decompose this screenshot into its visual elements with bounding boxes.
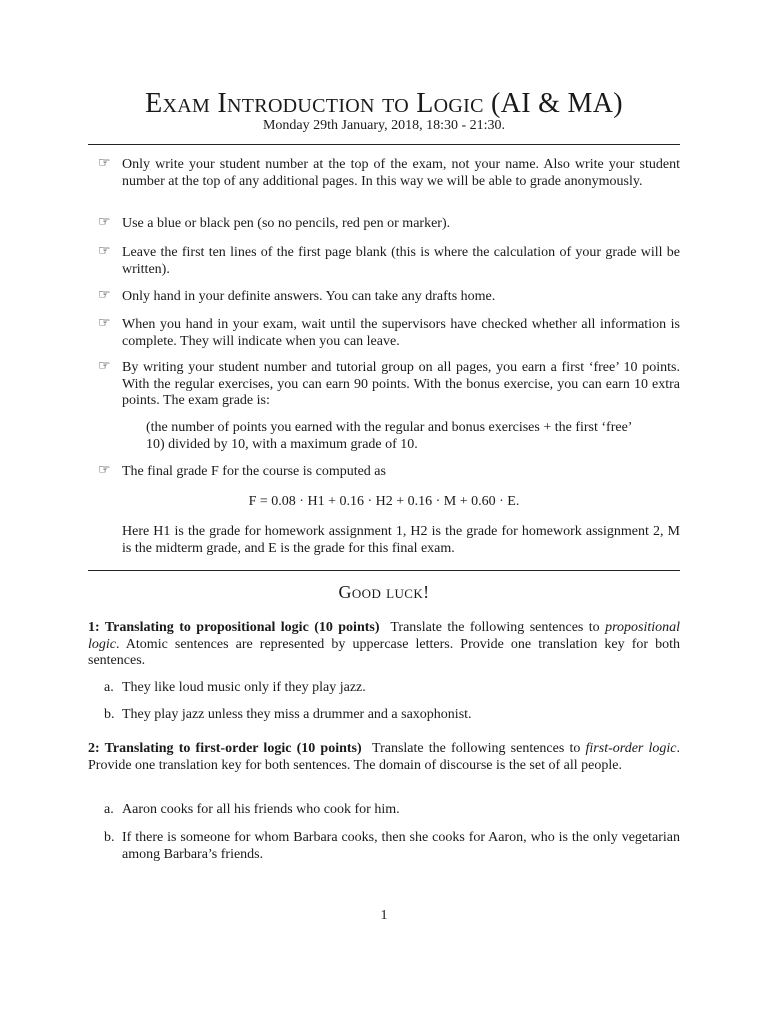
question-intro: Translate the following sentences to bbox=[390, 620, 606, 635]
question-1 bbox=[88, 620, 680, 670]
item-text: They play jazz unless they miss a drummer and a saxophonist. bbox=[122, 707, 472, 722]
pointing-hand-icon: ☞ bbox=[98, 462, 111, 478]
pointing-hand-icon: ☞ bbox=[98, 315, 111, 331]
final-grade-formula: F = 0.08 · H1 + 0.16 · H2 + 0.16 · M + 0.60 · E. bbox=[248, 494, 520, 509]
question-2 bbox=[88, 741, 680, 774]
good-luck-heading: Good luck! bbox=[338, 582, 430, 602]
item-label: b. bbox=[104, 707, 115, 722]
instruction-text: Only hand in your definite answers. You can take any drafts home. bbox=[122, 289, 496, 304]
instruction-text: By writing your student number and tutorial group on all pages, you earn a first ‘free’ 10 points. With the regular exercises, you can earn 90 points. With the bonus exercise, you can earn 10 extra points. The exam grade is: bbox=[122, 360, 680, 408]
page-title: Exam Introduction to Logic (AI & MA) bbox=[145, 88, 623, 119]
question-intro: Translate the following sentences to bbox=[372, 741, 586, 756]
question-intro-rest: . Provide one translation key for both sentences. The domain of discourse is the set of all people. bbox=[88, 741, 681, 773]
instruction-text: The final grade F for the course is computed as bbox=[122, 464, 386, 479]
pointing-hand-icon: ☞ bbox=[98, 243, 111, 259]
pointing-hand-icon: ☞ bbox=[98, 358, 111, 374]
instruction-text: Leave the first ten lines of the first page blank (this is where the calculation of your grade will be written). bbox=[122, 245, 680, 277]
item-text: They like loud music only if they play jazz. bbox=[122, 680, 366, 695]
question-heading: 2: Translating to first-order logic (10 points) bbox=[88, 741, 362, 756]
question-intro-emphasis: first-order logic bbox=[585, 741, 677, 756]
item-text: If there is someone for whom Barbara cooks, then she cooks for Aaron, who is the only vegetarian among Barbara’s friends. bbox=[122, 830, 680, 862]
instruction-text: Only write your student number at the top of the exam, not your name. Also write your student number at the top of any additional pages. In this way we will be able to grade anonymously. bbox=[122, 157, 680, 189]
item-label: a. bbox=[104, 680, 114, 695]
item-label: b. bbox=[104, 830, 115, 845]
question-intro-emphasis: propositional logic bbox=[88, 620, 681, 652]
pointing-hand-icon: ☞ bbox=[98, 287, 111, 303]
question-intro-rest: . Atomic sentences are represented by uppercase letters. Provide one translation key for both sentences. bbox=[88, 636, 680, 668]
page-number: 1 bbox=[380, 908, 388, 923]
exam-date-time: Monday 29th January, 2018, 18:30 - 21:30. bbox=[262, 118, 506, 133]
instruction-text: When you hand in your exam, wait until the supervisors have checked whether all information is complete. They will indicate when you can leave. bbox=[122, 317, 680, 349]
bottom-divider bbox=[88, 570, 680, 571]
formula-explanation: Here H1 is the grade for homework assignment 1, H2 is the grade for homework assignment 2, M is the midterm grade, and E is the grade for this final exam. bbox=[122, 524, 680, 556]
item-label: a. bbox=[104, 802, 114, 817]
pointing-hand-icon: ☞ bbox=[98, 155, 111, 171]
item-text: Aaron cooks for all his friends who cook for him. bbox=[122, 802, 400, 817]
exam-grade-formula-text: (the number of points you earned with the regular and bonus exercises + the first ‘free’ 10) divided by 10, with a maximum grade of 10. bbox=[146, 420, 632, 452]
instruction-text: Use a blue or black pen (so no pencils, red pen or marker). bbox=[122, 216, 451, 231]
top-divider bbox=[88, 144, 680, 145]
pointing-hand-icon: ☞ bbox=[98, 214, 111, 230]
question-heading: 1: Translating to propositional logic (10 points) bbox=[88, 620, 380, 635]
